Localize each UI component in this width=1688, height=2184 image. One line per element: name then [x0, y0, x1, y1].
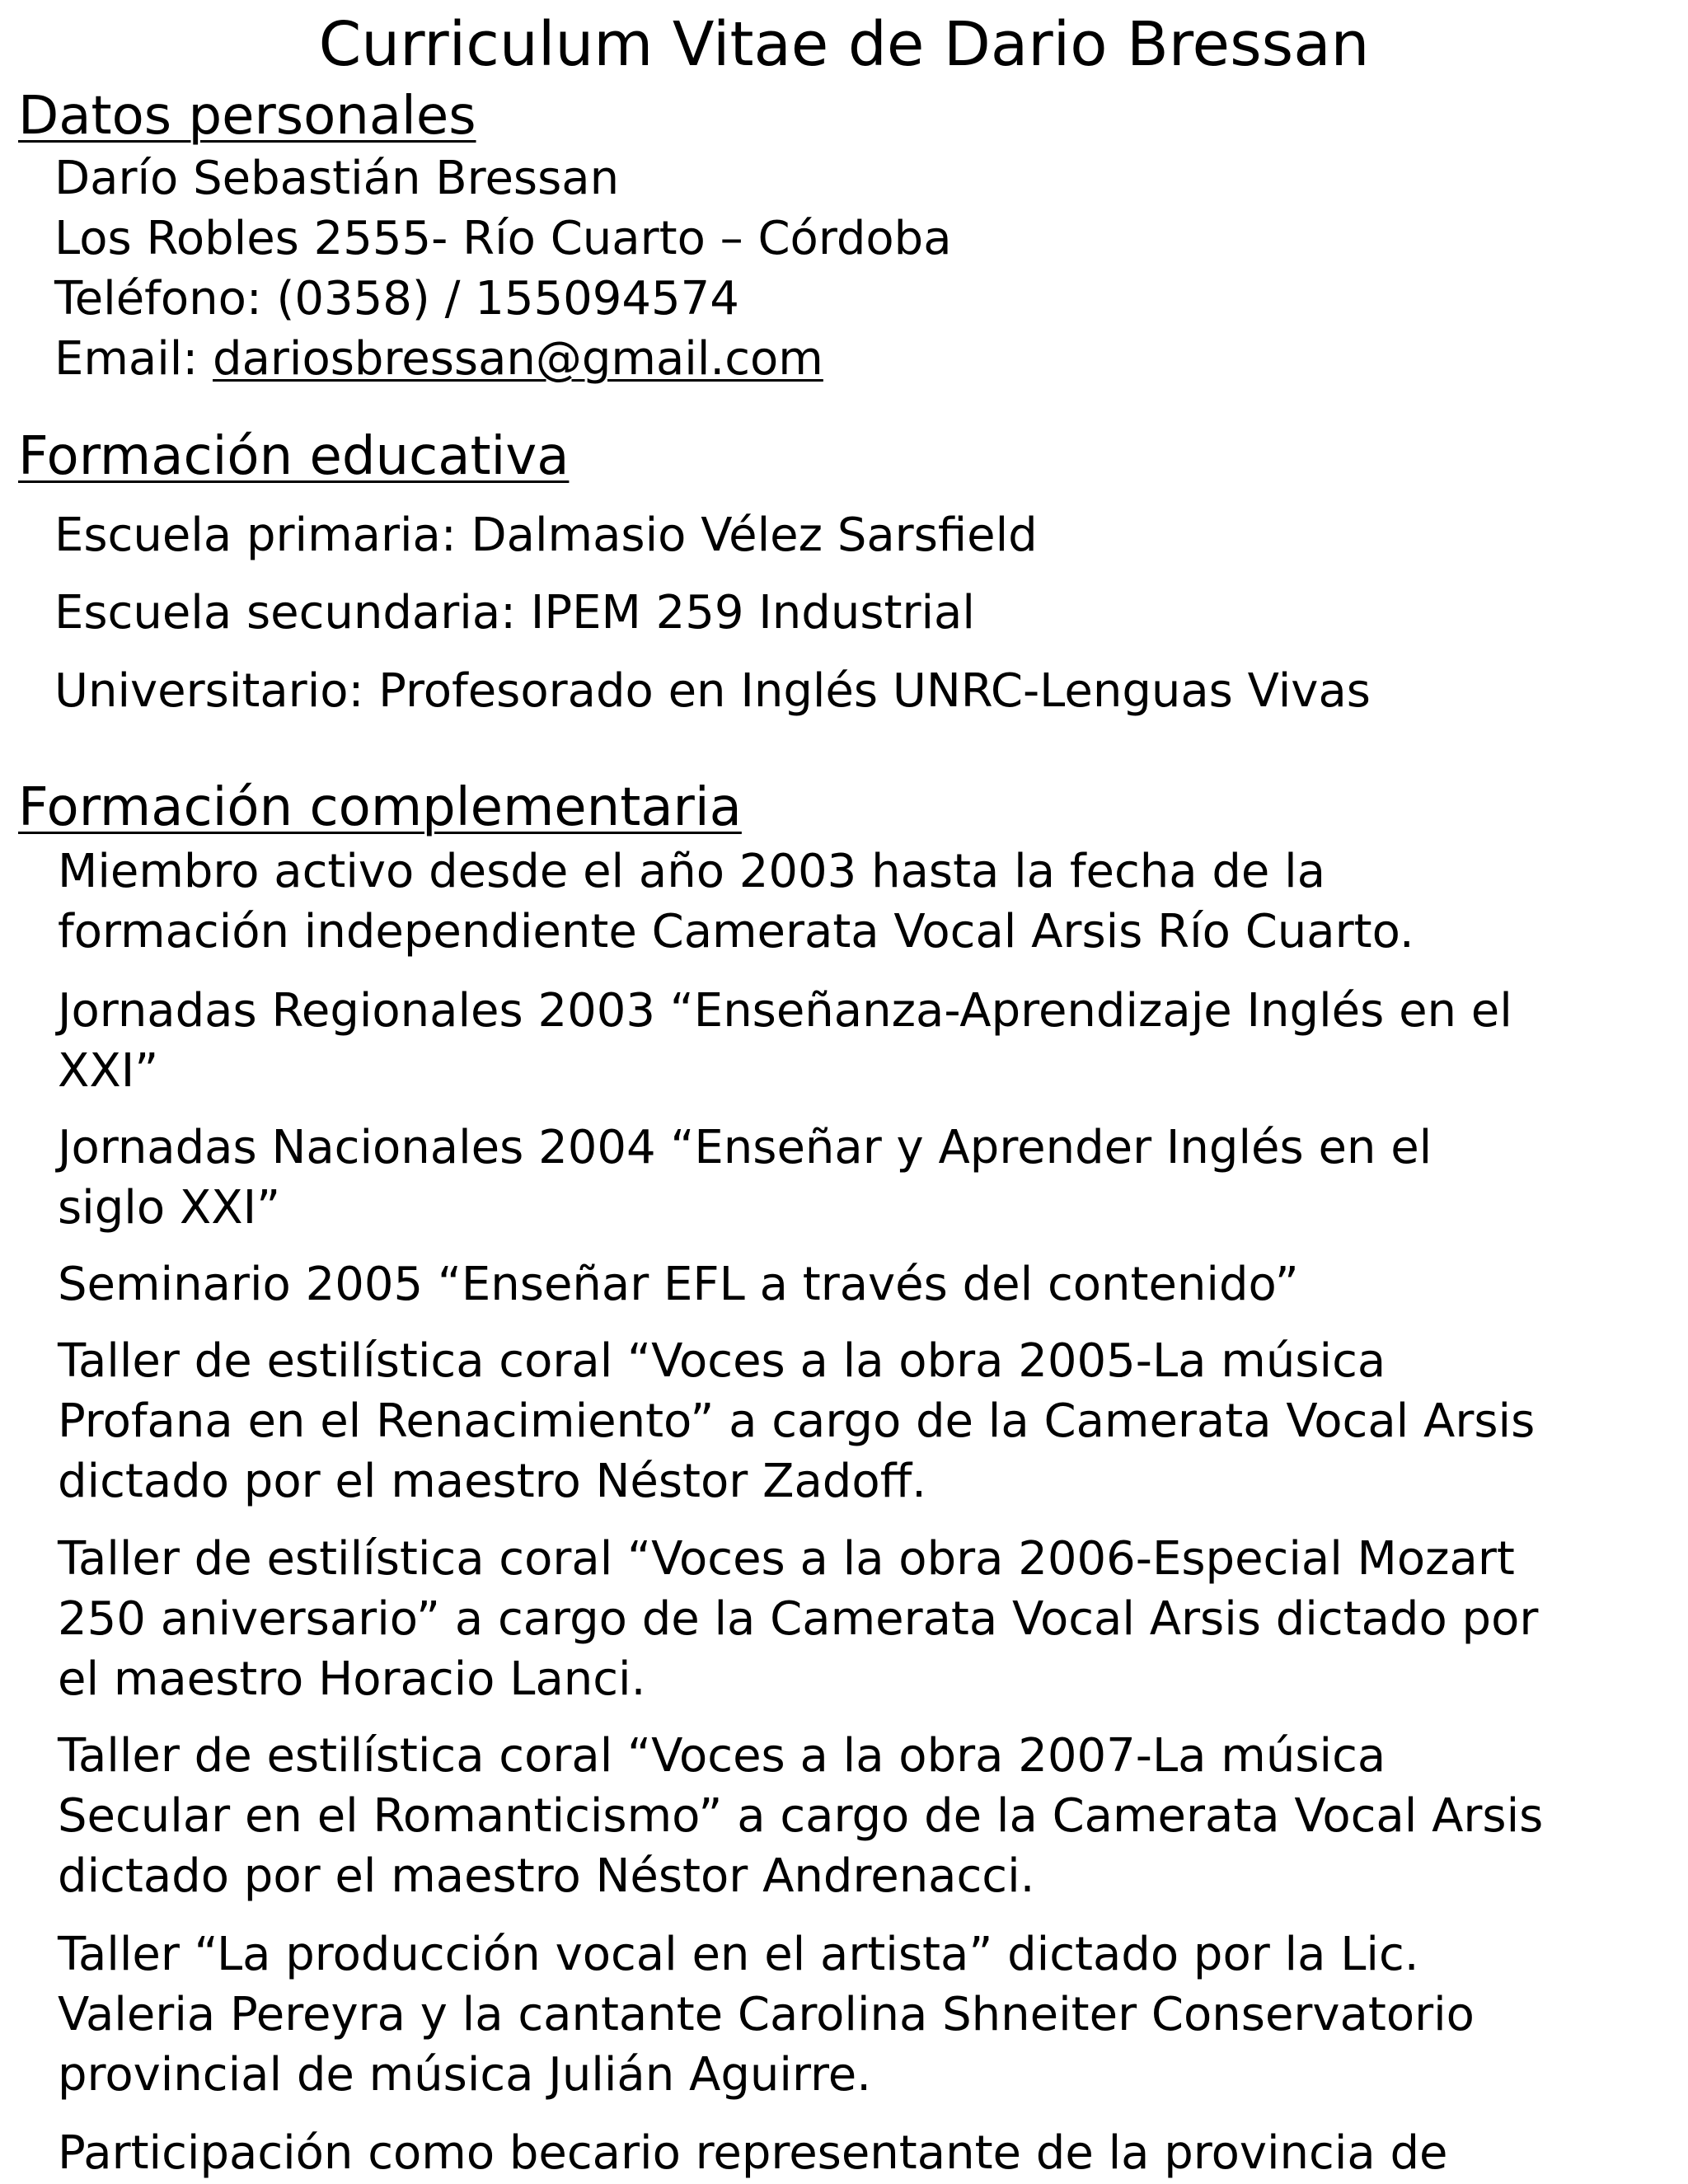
- item-line: el maestro Horacio Lanci.: [58, 1652, 646, 1706]
- complementary-item: [58, 1118, 1673, 1238]
- personal-name: Darío Sebastián Bressan: [54, 152, 620, 205]
- complementary-item: [58, 1924, 1673, 2105]
- item-line: Jornadas Regionales 2003 “Enseñanza-Aprendizaje Inglés en el: [58, 984, 1512, 1038]
- item-line: Jornadas Nacionales 2004 “Enseñar y Aprender Inglés en el: [58, 1121, 1432, 1174]
- item-line: Seminario 2005 “Enseñar EFL a través del contenido”: [58, 1258, 1299, 1311]
- item-line: Taller de estilística coral “Voces a la obra 2006-Especial Mozart: [58, 1532, 1515, 1586]
- item-line: dictado por el maestro Néstor Andrenacci.: [58, 1849, 1035, 1903]
- section-heading-complementary: Formación complementaria: [18, 777, 742, 838]
- section-heading-education: Formación educativa: [18, 426, 570, 487]
- education-primary: Escuela primaria: Dalmasio Vélez Sarsfield: [54, 509, 1038, 562]
- item-line: Taller de estilística coral “Voces a la obra 2005-La música: [58, 1334, 1386, 1388]
- personal-phone: Teléfono: (0358) / 155094574: [54, 272, 739, 326]
- section-heading-personal: Datos personales: [18, 86, 476, 147]
- item-line: Secular en el Romanticismo” a cargo de la Camerata Vocal Arsis: [58, 1789, 1544, 1843]
- item-line: Valeria Pereyra y la cantante Carolina Shneiter Conservatorio: [58, 1988, 1475, 2041]
- complementary-item: [58, 1529, 1673, 1709]
- item-line: formación independiente Camerata Vocal Arsis Río Cuarto.: [58, 905, 1414, 958]
- page-title: Curriculum Vitae de Dario Bressan: [318, 9, 1370, 80]
- item-line: dictado por el maestro Néstor Zadoff.: [58, 1455, 926, 1508]
- item-line: Participación como becario representante de la provincia de: [58, 2126, 1448, 2180]
- complementary-item: [58, 1331, 1673, 1511]
- item-line: Taller “La producción vocal en el artista” dictado por la Lic.: [58, 1928, 1419, 1981]
- complementary-item: [58, 1254, 1673, 1315]
- education-university: Universitario: Profesorado en Inglés UNRC-Lenguas Vivas: [54, 664, 1371, 718]
- email-label: Email:: [54, 332, 213, 386]
- complementary-item: [58, 2123, 1673, 2183]
- item-line: Miembro activo desde el año 2003 hasta la fecha de la: [58, 845, 1326, 898]
- complementary-item: [58, 1726, 1673, 1906]
- email-link[interactable]: dariosbressan@gmail.com: [213, 332, 823, 386]
- item-line: Profana en el Renacimiento” a cargo de la Camerata Vocal Arsis: [58, 1394, 1536, 1448]
- item-line: siglo XXI”: [58, 1181, 281, 1235]
- item-line: XXI”: [58, 1044, 159, 1098]
- item-line: Taller de estilística coral “Voces a la obra 2007-La música: [58, 1729, 1386, 1783]
- complementary-item: [58, 981, 1673, 1101]
- item-line: 250 aniversario” a cargo de la Camerata Vocal Arsis dictado por: [58, 1592, 1539, 1646]
- personal-email-row: [54, 330, 823, 389]
- education-secondary: Escuela secundaria: IPEM 259 Industrial: [54, 586, 975, 640]
- personal-address: Los Robles 2555- Río Cuarto – Córdoba: [54, 212, 952, 265]
- complementary-item: [58, 841, 1673, 962]
- item-line: provincial de música Julián Aguirre.: [58, 2048, 872, 2102]
